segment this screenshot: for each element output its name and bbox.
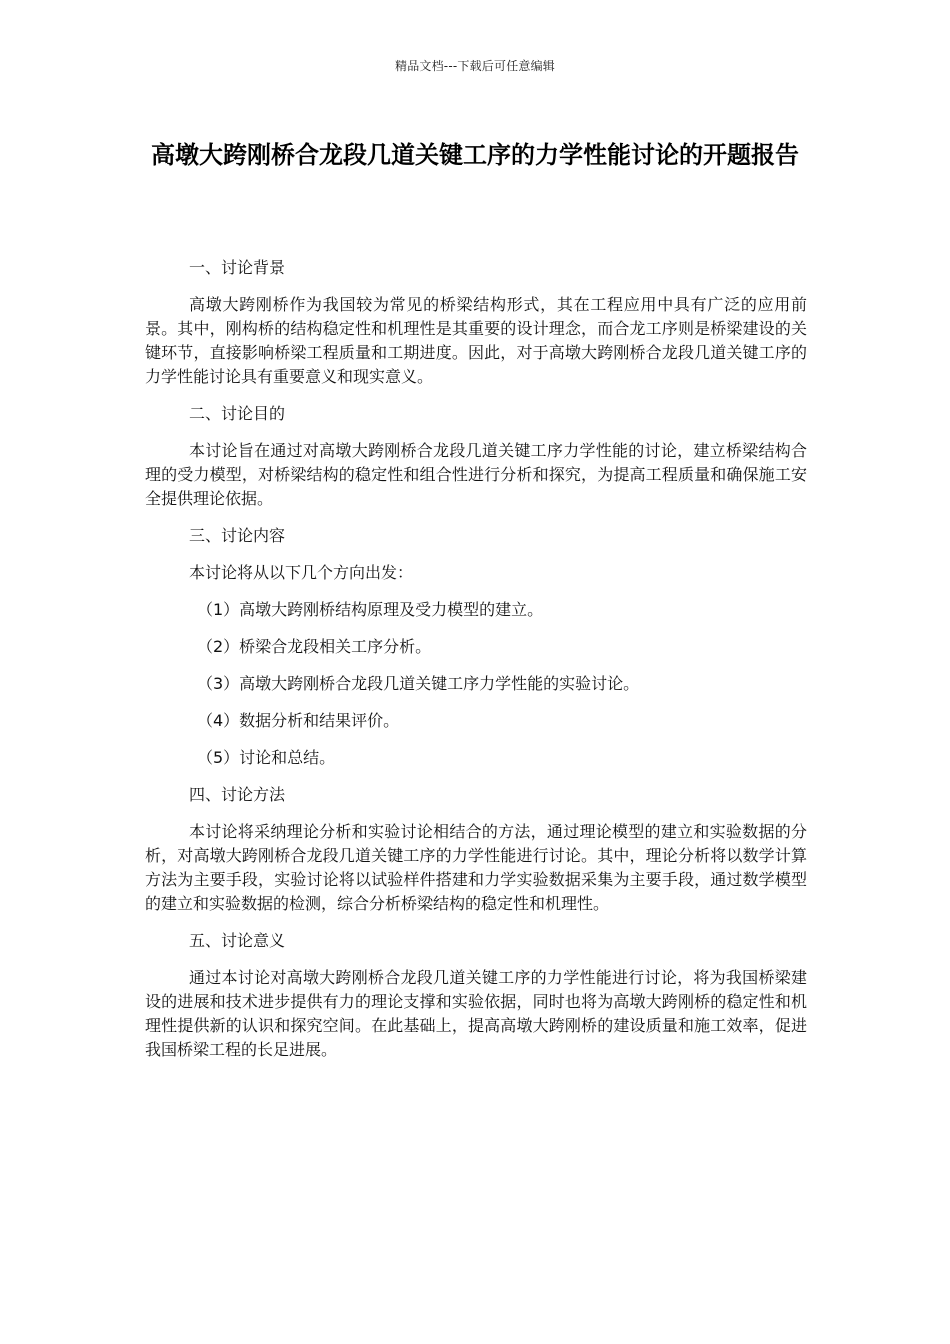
section-paragraph-content-intro: 本讨论将从以下几个方向出发： — [189, 563, 414, 582]
list-item: （5）讨论和总结。 — [197, 748, 336, 767]
list-item: （2）桥梁合龙段相关工序分析。 — [197, 637, 432, 656]
list-item: （3）高墩大跨刚桥合龙段几道关键工序力学性能的实验讨论。 — [197, 674, 640, 693]
section-paragraph-background: 高墩大跨刚桥作为我国较为常见的桥梁结构形式，其在工程应用中具有广泛的应用前景。其中，刚构桥的结构稳定性和机理性是其重要的设计理念，而合龙工序则是桥梁建设的关键环节，直接影响桥梁工程质量和工期进度。因此，对于高墩大跨刚桥合龙段几道关键工序的力学性能讨论具有重要意义和现实意义。 — [145, 295, 807, 386]
document-title: 高墩大跨刚桥合龙段几道关键工序的力学性能讨论的开题报告 — [151, 141, 799, 169]
section-paragraph-significance: 通过本讨论对高墩大跨刚桥合龙段几道关键工序的力学性能进行讨论，将为我国桥梁建设的进展和技术进步提供有力的理论支撑和实验依据，同时也将为高墩大跨刚桥的稳定性和机理性提供新的认识和探究空间。在此基础上，提高高墩大跨刚桥的建设质量和施工效率，促进我国桥梁工程的长足进展。 — [145, 968, 807, 1059]
section-heading-significance: 五、讨论意义 — [189, 931, 286, 950]
document-body — [145, 256, 807, 1075]
section-heading-purpose: 二、讨论目的 — [189, 404, 286, 423]
list-item: （4）数据分析和结果评价。 — [197, 711, 400, 730]
section-heading-background: 一、讨论背景 — [189, 258, 286, 277]
section-heading-method: 四、讨论方法 — [189, 785, 286, 804]
section-paragraph-method: 本讨论将采纳理论分析和实验讨论相结合的方法，通过理论模型的建立和实验数据的分析，对高墩大跨刚桥合龙段几道关键工序的力学性能进行讨论。其中，理论分析将以数学计算方法为主要手段，实验讨论将以试验样件搭建和力学实验数据采集为主要手段，通过数学模型的建立和实验数据的检测，综合分析桥梁结构的稳定性和机理性。 — [145, 822, 807, 913]
section-paragraph-purpose: 本讨论旨在通过对高墩大跨刚桥合龙段几道关键工序力学性能的讨论，建立桥梁结构合理的受力模型，对桥梁结构的稳定性和组合性进行分析和探究，为提高工程质量和确保施工安全提供理论依据。 — [145, 441, 807, 508]
list-item: （1）高墩大跨刚桥结构原理及受力模型的建立。 — [197, 600, 544, 619]
section-heading-content: 三、讨论内容 — [189, 526, 286, 545]
header-watermark: 精品文档---下载后可任意编辑 — [395, 59, 555, 73]
